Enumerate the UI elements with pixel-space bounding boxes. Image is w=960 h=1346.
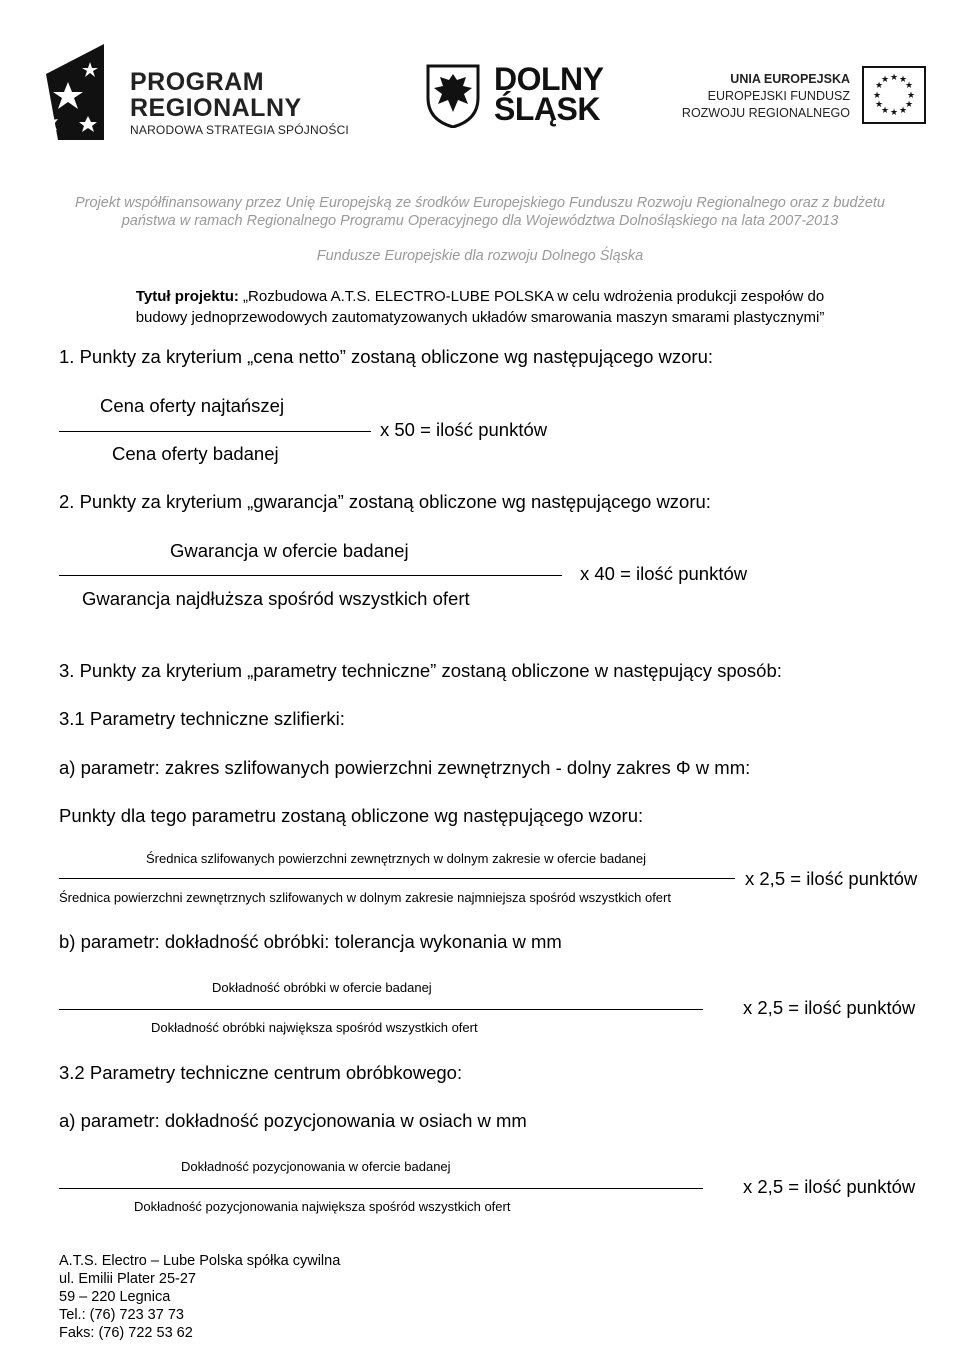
s3c-parameter: a) parametr: dokładność pozycjonowania w osiach w mm	[59, 1110, 527, 1131]
s3b-fraction-line	[59, 1009, 703, 1010]
program-logo-line2: REGIONALNY	[130, 94, 302, 122]
s3a-points-intro: Punkty dla tego parametru zostaną obliczone wg następującego wzoru:	[59, 805, 644, 826]
svg-text:★: ★	[889, 73, 899, 83]
s1-denominator: Cena oferty badanej	[112, 443, 279, 464]
section1-heading: 1. Punkty za kryterium „cena netto” zostaną obliczone wg następującego wzoru:	[59, 346, 714, 367]
s3c-fraction-line	[59, 1188, 703, 1189]
s3a-fraction-line	[59, 878, 735, 879]
s3b-parameter: b) parametr: dokładność obróbki: tolerancja wykonania w mm	[59, 931, 562, 952]
ue-logo-line2: EUROPEJSKI FUNDUSZ	[707, 89, 850, 103]
svg-text:★: ★	[904, 100, 914, 110]
unia-europejska-logo	[680, 66, 930, 128]
dolny-logo-line2: ŚLĄSK	[494, 91, 600, 127]
s2-result: x 40 = ilość punktów	[580, 563, 748, 584]
s3a-denominator: Średnica powierzchni zewnętrznych szlifowanych w dolnym zakresie najmniejsza spośród wszystkich ofert	[59, 890, 671, 905]
s3b-result: x 2,5 = ilość punktów	[743, 997, 916, 1018]
footer-address	[59, 1252, 340, 1342]
footer-phone: Tel.: (76) 723 37 73	[59, 1307, 184, 1323]
program-regionalny-logo	[38, 44, 358, 144]
footer-city: 59 – 220 Legnica	[59, 1289, 171, 1305]
svg-text:★: ★	[880, 106, 890, 116]
eu-flag-icon	[862, 66, 926, 124]
s3b-denominator: Dokładność obróbki największa spośród wszystkich ofert	[151, 1020, 478, 1035]
section2-heading: 2. Punkty za kryterium „gwarancja” zostaną obliczone wg następującego wzoru:	[59, 491, 711, 512]
svg-text:★: ★	[872, 91, 882, 101]
footer-company: A.T.S. Electro – Lube Polska spółka cywilna	[59, 1253, 341, 1269]
footer-fax: Faks: (76) 722 53 62	[59, 1325, 193, 1341]
project-title-line2: budowy jednoprzewodowych zautomatyzowanych układów smarowania maszyn smarami plastycznymi”	[135, 309, 825, 326]
ue-logo-line1: UNIA EUROPEJSKA	[730, 72, 850, 86]
section3-2-heading: 3.2 Parametry techniczne centrum obróbkowego:	[59, 1062, 463, 1083]
svg-text:★: ★	[904, 81, 914, 91]
svg-text:★: ★	[874, 100, 884, 110]
s3a-numerator: Średnica szlifowanych powierzchni zewnętrznych w dolnym zakresie w ofercie badanej	[146, 851, 647, 866]
section3-1-heading: 3.1 Parametry techniczne szlifierki:	[59, 708, 345, 729]
project-title-line1	[0, 286, 960, 308]
svg-text:★: ★	[880, 75, 890, 85]
section3-heading: 3. Punkty za kryterium „parametry techniczne” zostaną obliczone w następujący sposób:	[59, 660, 782, 681]
eagle-coat-of-arms-icon	[426, 64, 480, 128]
project-title-label: Tytuł projektu:	[135, 288, 239, 305]
s3a-parameter: a) parametr: zakres szlifowanych powierzchni zewnętrznych - dolny zakres Φ w mm:	[59, 757, 751, 778]
s3a-result: x 2,5 = ilość punktów	[745, 868, 918, 889]
s2-denominator: Gwarancja najdłuższa spośród wszystkich ofert	[82, 588, 470, 609]
s3c-numerator: Dokładność pozycjonowania w ofercie badanej	[181, 1159, 451, 1174]
s3b-numerator: Dokładność obróbki w ofercie badanej	[212, 980, 432, 995]
svg-text:★: ★	[898, 75, 908, 85]
footer-street: ul. Emilii Plater 25-27	[59, 1271, 196, 1287]
s1-numerator: Cena oferty najtańszej	[100, 395, 285, 416]
s1-result: x 50 = ilość punktów	[380, 419, 548, 440]
svg-text:★: ★	[889, 108, 899, 118]
s2-numerator: Gwarancja w ofercie badanej	[170, 540, 409, 561]
svg-text:★: ★	[906, 91, 916, 101]
program-logo-line3: NARODOWA STRATEGIA SPÓJNOŚCI	[130, 123, 349, 137]
s2-fraction-line	[59, 575, 562, 576]
s1-fraction-line	[59, 431, 371, 432]
dolny-slask-logo	[426, 61, 626, 130]
cofinancing-line2: państwa w ramach Regionalnego Programu Operacyjnego dla Województwa Dolnośląskiego na lata 2007-2013	[121, 213, 839, 229]
dolny-logo-line1: DOLNY	[494, 61, 604, 97]
s3c-denominator: Dokładność pozycjonowania największa spośród wszystkich ofert	[134, 1199, 511, 1214]
program-logo-line1: PROGRAM	[130, 68, 265, 96]
cofinancing-line1: Projekt współfinansowany przez Unię Europejską ze środków Europejskiego Funduszu Rozwoju Regionalnego oraz z budżetu	[74, 195, 886, 211]
svg-text:★: ★	[874, 81, 884, 91]
ue-logo-line3: ROZWOJU REGIONALNEGO	[681, 106, 850, 120]
program-star-emblem-icon	[38, 44, 110, 140]
project-title-text: „Rozbudowa A.T.S. ELECTRO-LUBE POLSKA w celu wdrożenia produkcji zespołów do	[238, 288, 825, 305]
svg-text:★: ★	[898, 106, 908, 116]
s3c-result: x 2,5 = ilość punktów	[743, 1176, 916, 1197]
funds-slogan: Fundusze Europejskie dla rozwoju Dolnego Śląska	[316, 248, 644, 264]
